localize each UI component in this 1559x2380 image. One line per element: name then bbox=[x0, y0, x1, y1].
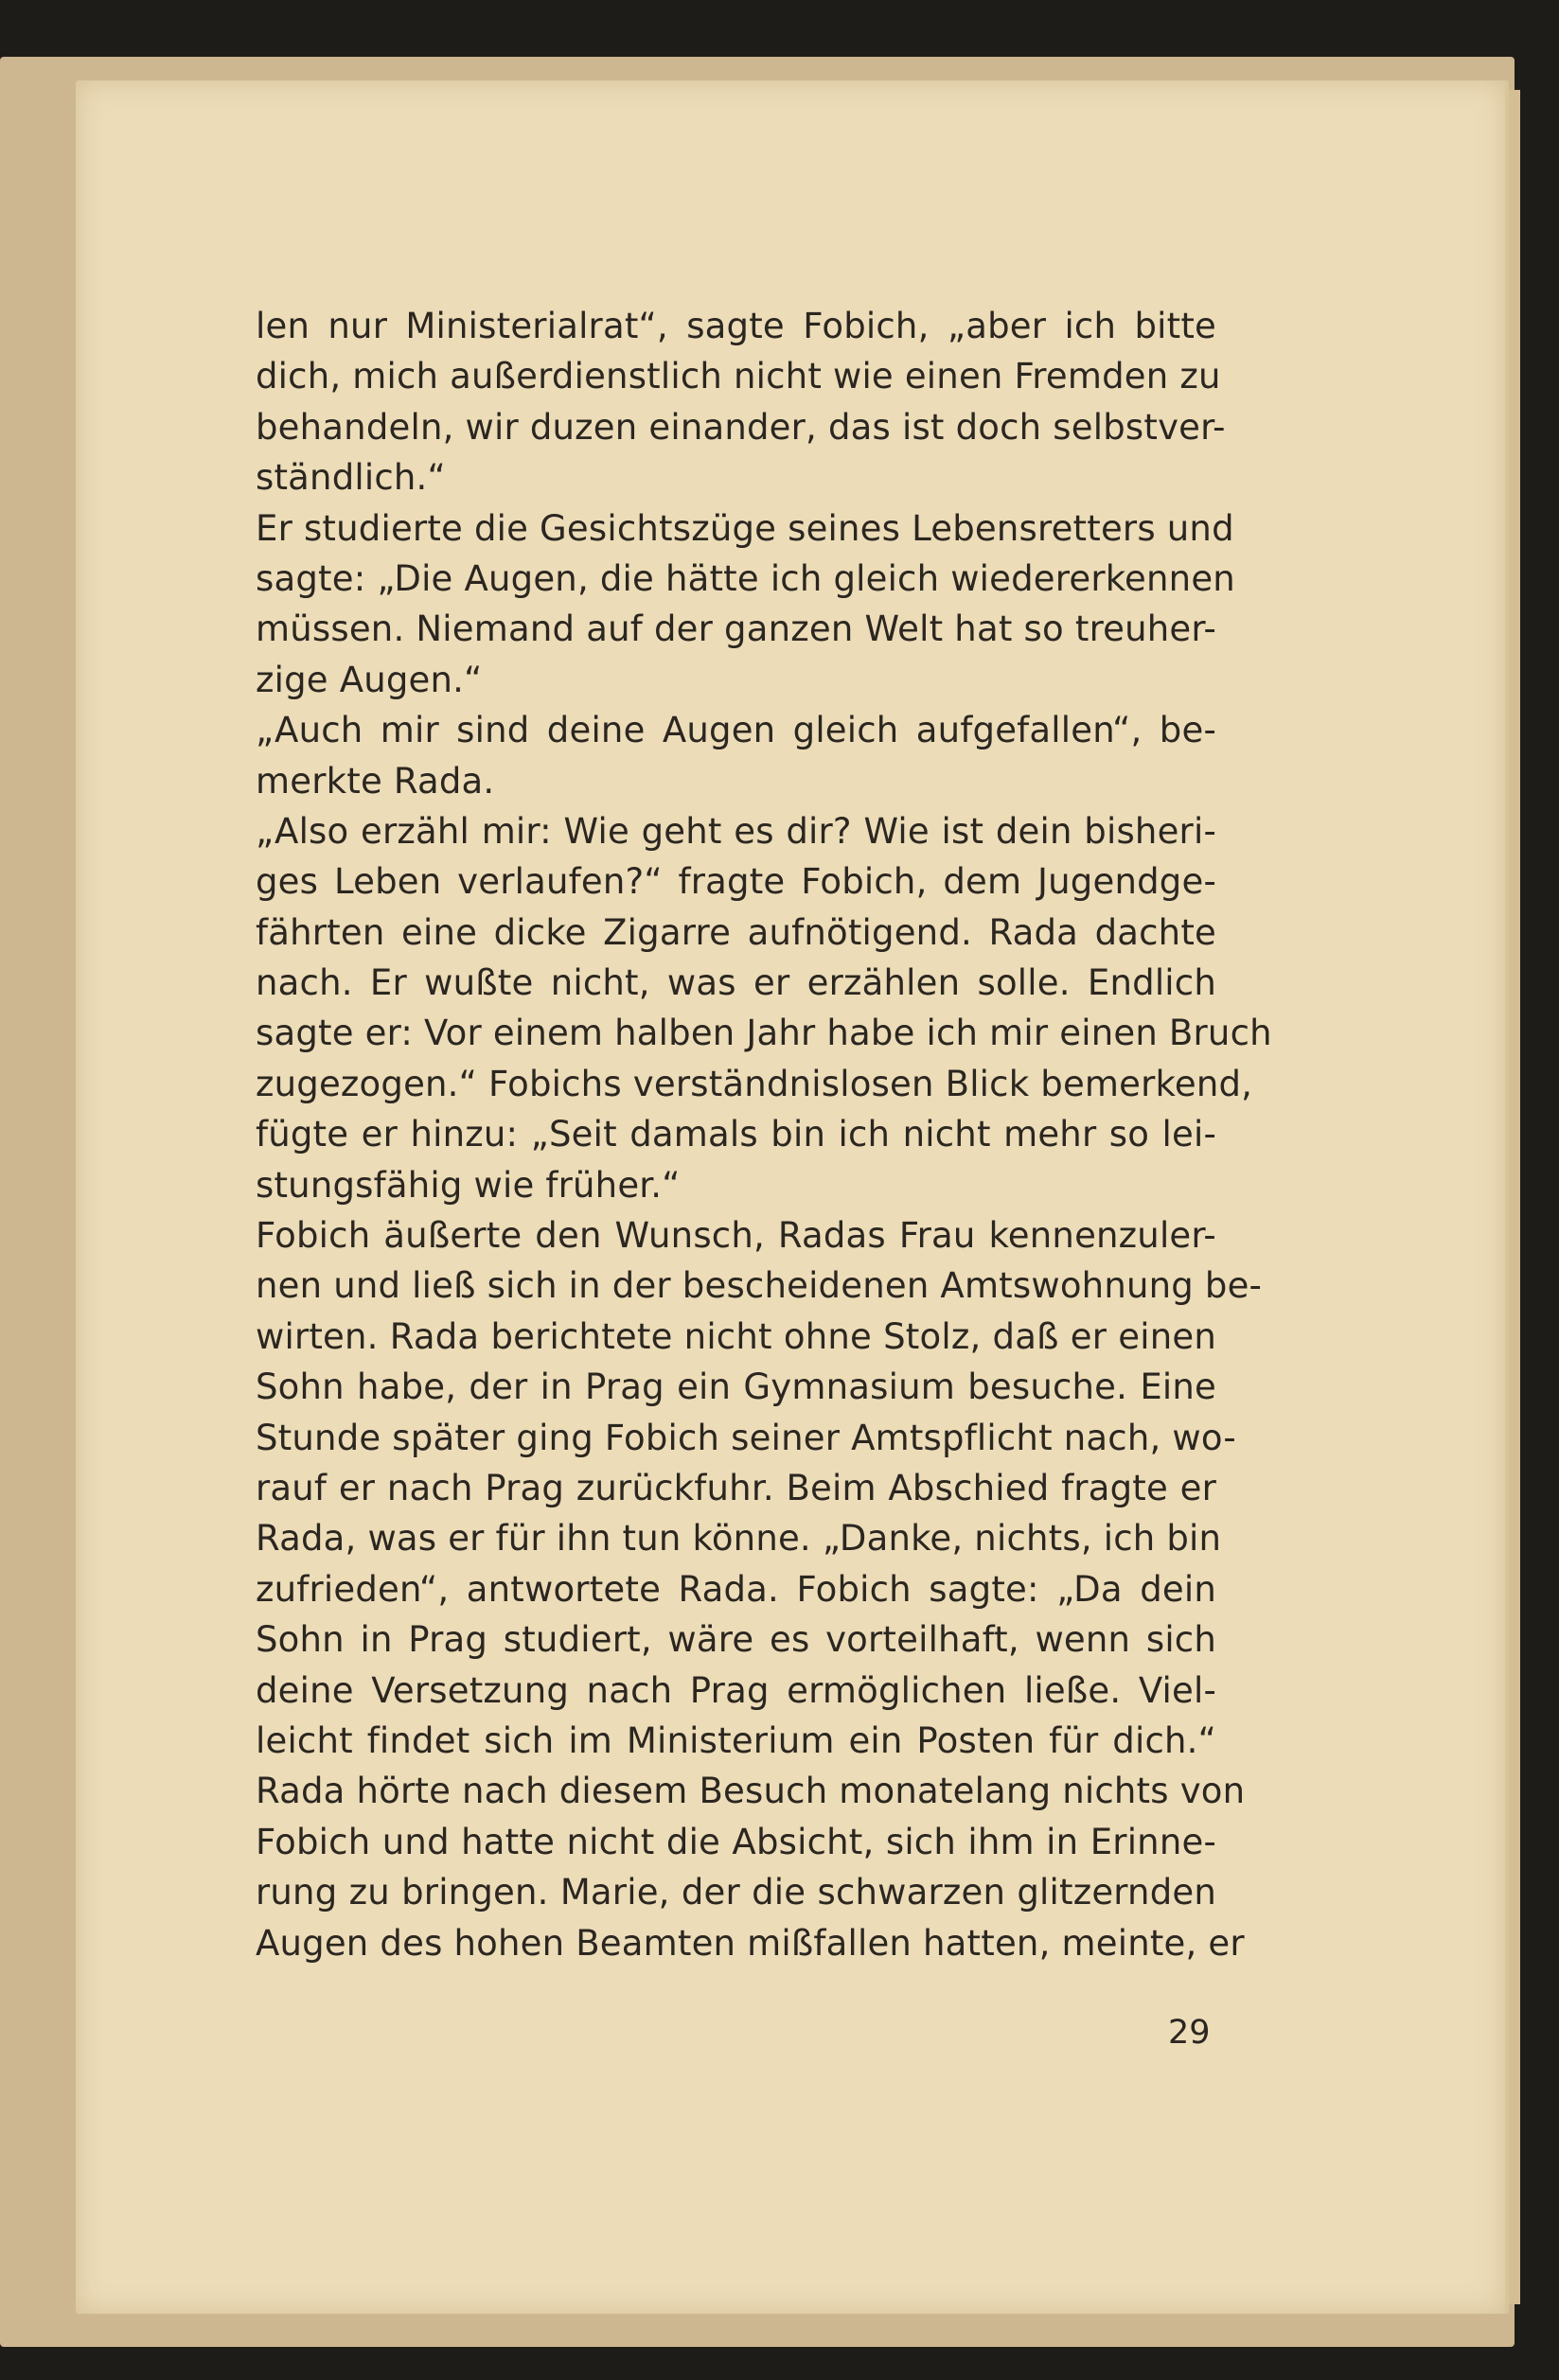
text-line: Stunde später ging Fobich seiner Amtspflicht nach, wo- bbox=[256, 1417, 1236, 1458]
text-line: zufrieden“, antwortete Rada. Fobich sagte: „Da dein bbox=[256, 1568, 1216, 1610]
text-line: sagte er: Vor einem halben Jahr habe ich mir einen Bruch bbox=[256, 1013, 1272, 1054]
text-line: sagte: „Die Augen, die hätte ich gleich wiedererkennen bbox=[256, 557, 1235, 599]
text-line: Rada, was er für ihn tun könne. „Danke, nichts, ich bin bbox=[256, 1518, 1222, 1560]
text-line: nach. Er wußte nicht, was er erzählen solle. Endlich bbox=[256, 962, 1216, 1004]
text-line: ständlich.“ bbox=[256, 457, 446, 499]
text-line: ges Leben verlaufen?“ fragte Fobich, dem Jugendge- bbox=[256, 861, 1216, 903]
text-line: behandeln, wir duzen einander, das ist doch selbstver- bbox=[256, 406, 1226, 448]
text-line: fährten eine dicke Zigarre aufnötigend. Rada dachte bbox=[256, 911, 1216, 953]
text-line: stungsfähig wie früher.“ bbox=[256, 1164, 681, 1206]
page-stack-edge bbox=[1505, 90, 1520, 2304]
text-line: len nur Ministerialrat“, sagte Fobich, „aber ich bitte bbox=[256, 306, 1216, 346]
text-line: deine Versetzung nach Prag ermöglichen ließe. Viel- bbox=[256, 1669, 1216, 1711]
text-line: zige Augen.“ bbox=[256, 659, 483, 700]
text-line: Er studierte die Gesichtszüge seines Lebensretters und bbox=[256, 507, 1234, 549]
text-line: „Also erzähl mir: Wie geht es dir? Wie ist dein bisheri- bbox=[256, 810, 1216, 852]
text-line: „Auch mir sind deine Augen gleich aufgefallen“, be- bbox=[256, 710, 1216, 751]
text-line: nen und ließ sich in der bescheidenen Amtswohnung be- bbox=[256, 1265, 1263, 1307]
body-text bbox=[256, 301, 1272, 1968]
text-line: rung zu bringen. Marie, der die schwarzen glitzernden bbox=[256, 1872, 1216, 1913]
text-line: müssen. Niemand auf der ganzen Welt hat so treuher- bbox=[256, 608, 1216, 650]
text-line: zugezogen.“ Fobichs verständnislosen Blick bemerkend, bbox=[256, 1063, 1253, 1104]
text-line: Fobich äußerte den Wunsch, Radas Frau kennenzuler- bbox=[256, 1215, 1216, 1257]
text-line: Fobich und hatte nicht die Absicht, sich ihm in Erinne- bbox=[256, 1821, 1216, 1862]
text-line: Augen des hohen Beamten mißfallen hatten, meinte, er bbox=[256, 1922, 1245, 1964]
text-line: wirten. Rada berichtete nicht ohne Stolz, daß er einen bbox=[256, 1315, 1216, 1357]
text-line: Sohn in Prag studiert, wäre es vorteilhaft, wenn sich bbox=[256, 1619, 1216, 1661]
text-line: merkte Rada. bbox=[256, 760, 495, 802]
text-line: dich, mich außerdienstlich nicht wie einen Fremden zu bbox=[256, 356, 1221, 397]
page-number: 29 bbox=[1168, 2014, 1211, 2052]
text-line: fügte er hinzu: „Seit damals bin ich nicht mehr so lei- bbox=[256, 1114, 1216, 1155]
text-line: Sohn habe, der in Prag ein Gymnasium besuche. Eine bbox=[256, 1366, 1216, 1408]
text-line: leicht findet sich im Ministerium ein Posten für dich.“ bbox=[256, 1719, 1216, 1761]
text-line: rauf er nach Prag zurückfuhr. Beim Abschied fragte er bbox=[256, 1467, 1216, 1508]
text-line: Rada hörte nach diesem Besuch monatelang nichts von bbox=[256, 1771, 1246, 1812]
